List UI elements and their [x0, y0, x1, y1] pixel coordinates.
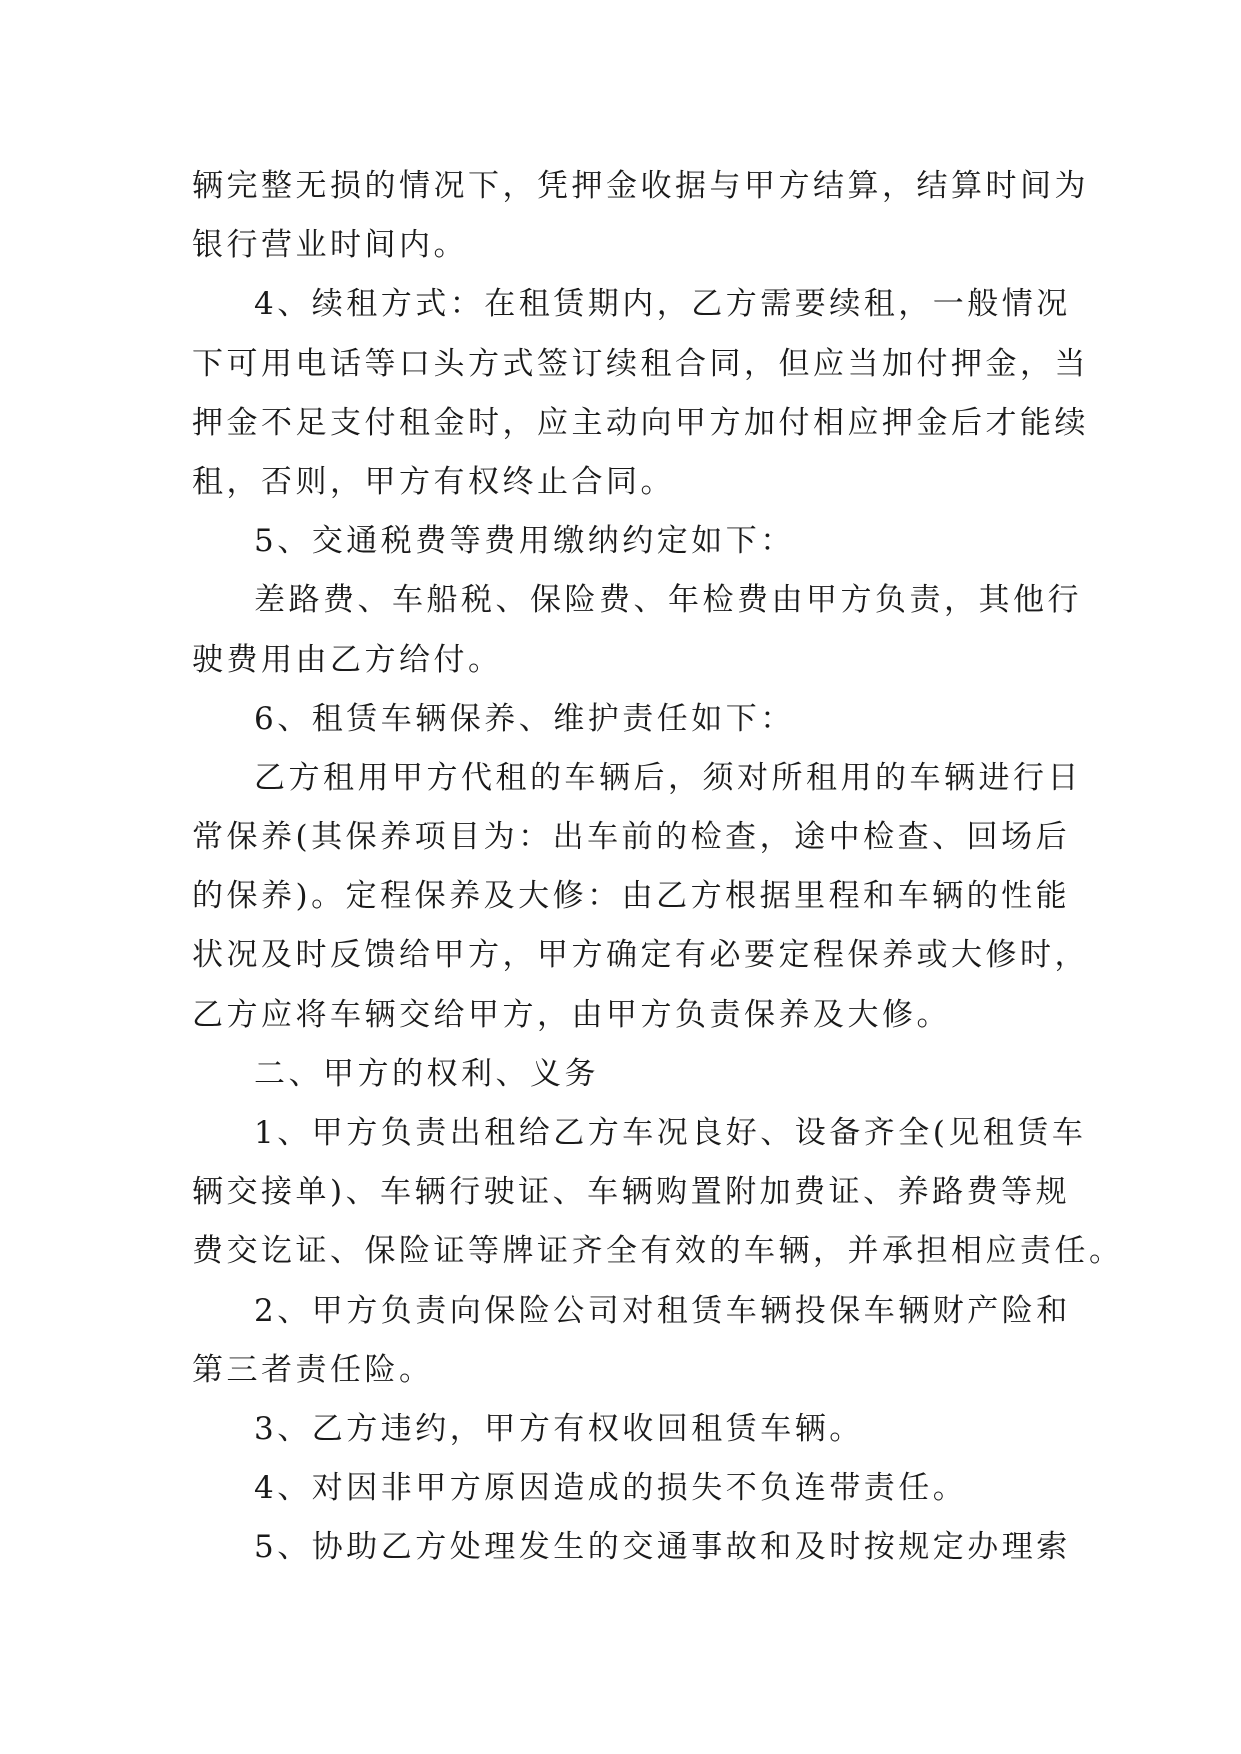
text-line: 银行营业时间内。 — [192, 227, 468, 264]
document-body — [192, 157, 1124, 1578]
text-line: 的保养)。定程保养及大修：由乙方根据里程和车辆的性能 — [192, 878, 1071, 915]
text-line: 状况及时反馈给甲方，甲方确定有必要定程保养或大修时， — [192, 937, 1089, 974]
text-line: 押金不足支付租金时，应主动向甲方加付相应押金后才能续 — [192, 404, 1089, 441]
paragraph-start: 差路费、车船税、保险费、年检费由甲方负责，其他行 — [254, 582, 1082, 619]
section-2-heading: 二、甲方的权利、义务 — [254, 1055, 599, 1092]
text-line: 常保养(其保养项目为：出车前的检查，途中检查、回场后 — [192, 819, 1071, 856]
text-line: 驶费用由乙方给付。 — [192, 641, 503, 678]
clause-4-renewal: 4、续租方式：在租赁期内，乙方需要续租，一般情况 — [254, 286, 1071, 323]
text-line: 费交讫证、保险证等牌证齐全有效的车辆，并承担相应责任。 — [192, 1233, 1124, 1270]
party-a-item-1: 1、甲方负责出租给乙方车况良好、设备齐全(见租赁车 — [254, 1115, 1087, 1151]
text-line: 下可用电话等口头方式签订续租合同，但应当加付押金，当 — [192, 345, 1089, 382]
text-line: 辆交接单)、车辆行驶证、车辆购置附加费证、养路费等规 — [192, 1174, 1071, 1211]
clause-5-fees-heading: 5、交通税费等费用缴纳约定如下： — [254, 523, 795, 560]
text-line: 第三者责任险。 — [192, 1351, 434, 1388]
text-line: 租，否则，甲方有权终止合同。 — [192, 463, 675, 500]
paragraph-start: 乙方租用甲方代租的车辆后，须对所租用的车辆进行日 — [254, 759, 1082, 796]
party-a-item-4: 4、对因非甲方原因造成的损失不负连带责任。 — [254, 1470, 968, 1507]
text-line: 辆完整无损的情况下，凭押金收据与甲方结算，结算时间为 — [192, 168, 1089, 204]
clause-6-maintenance-heading: 6、租赁车辆保养、维护责任如下： — [254, 700, 795, 737]
party-a-item-3: 3、乙方违约，甲方有权收回租赁车辆。 — [254, 1410, 864, 1447]
party-a-item-5: 5、协助乙方处理发生的交通事故和及时按规定办理索 — [254, 1529, 1071, 1566]
text-line: 乙方应将车辆交给甲方，由甲方负责保养及大修。 — [192, 996, 951, 1033]
party-a-item-2: 2、甲方负责向保险公司对租赁车辆投保车辆财产险和 — [254, 1292, 1071, 1329]
